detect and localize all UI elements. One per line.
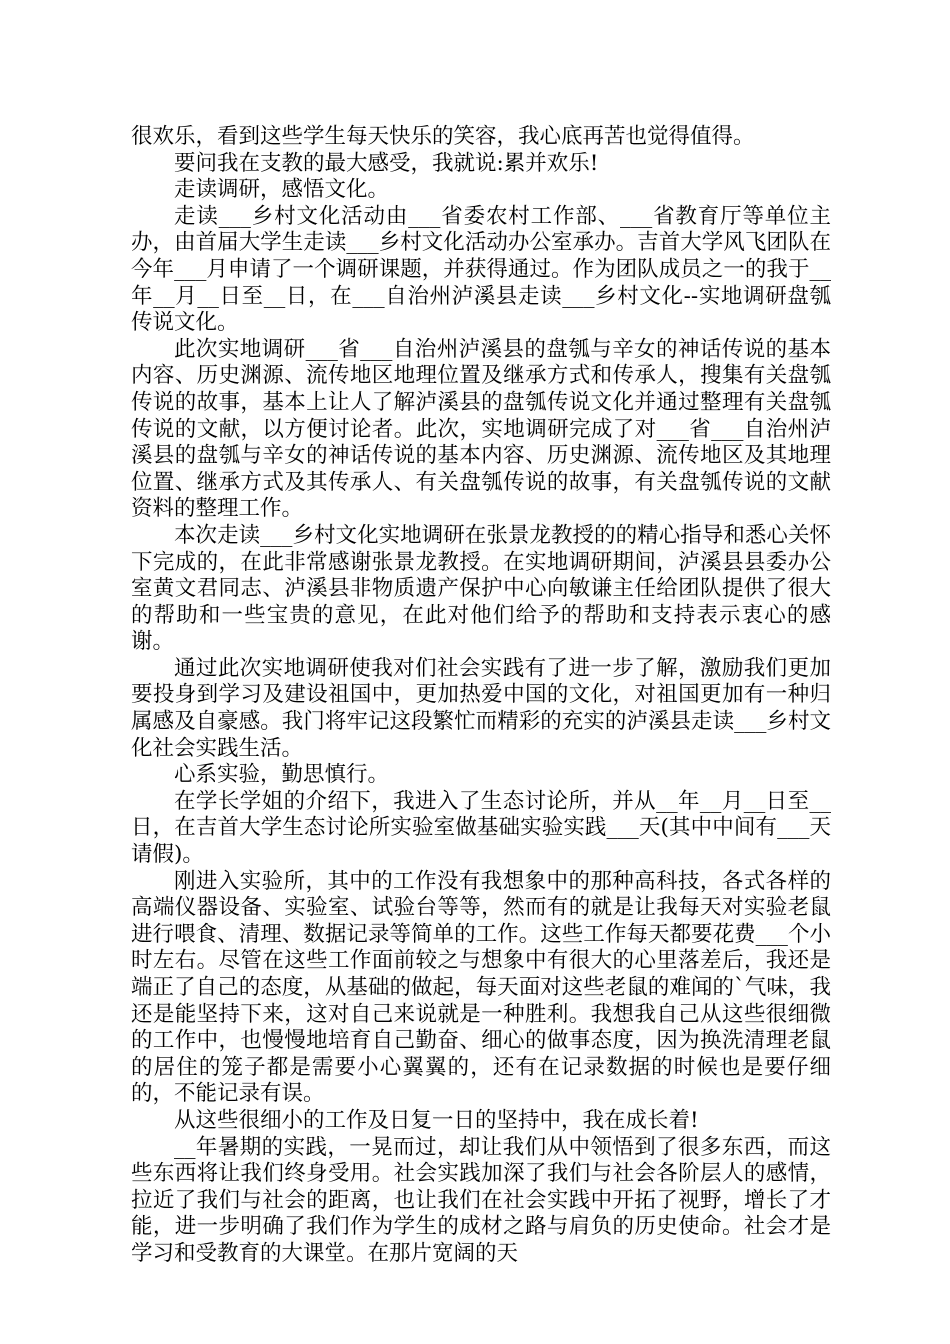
paragraph: 走读___乡村文化活动由___省委农村工作部、___省教育厅等单位主办，由首届大学生走读___乡村文化活动办公室承办。吉首大学风飞团队在今年___月申请了一个调研课题，并获得通过。作为团队成员之一的我于__年__月__日至__日，在___自治州泸溪县走读___乡村文化--实地调研盘瓠传说文化。: [131, 203, 831, 336]
paragraph: 从这些很细小的工作及日复一日的坚持中，我在成长着!: [174, 1107, 699, 1133]
paragraph: 通过此次实地调研使我对们社会实践有了进一步了解，激励我们更加要投身到学习及建设祖国中，更加热爱中国的文化，对祖国更加有一种归属感及自豪感。我门将牢记这段繁忙而精彩的充实的泸溪县走读___乡村文化社会实践生活。: [131, 655, 831, 761]
paragraph: 刚进入实验所，其中的工作没有我想象中的那种高科技，各式各样的高端仪器设备、实验室、试验台等等，然而有的就是让我每天对实验老鼠进行喂食、清理、数据记录等简单的工作。这些工作每天都要花费___个小时左右。尽管在这些工作面前较之与想象中有很大的心里落差后，我还是端正了自己的态度，从基础的做起，每天面对这些老鼠的难闻的`气味，我还是能坚持下来，这对自己来说就是一种胜利。我想我自己从这些很细微的工作中，也慢慢地培育自己勤奋、细心的做事态度，因为换洗清理老鼠的居住的笼子都是需要小心翼翼的，还有在记录数据的时候也是要仔细的，不能记录有误。: [131, 868, 831, 1107]
paragraph-continued: 很欢乐，看到这些学生每天快乐的笑容，我心底再苦也觉得值得。: [131, 124, 755, 149]
section-heading: 走读调研，感悟文化。: [174, 177, 390, 203]
document-body: [131, 124, 831, 1268]
section-heading: 心系实验，勤思慎行。: [174, 762, 390, 788]
paragraph: 本次走读___乡村文化实地调研在张景龙教授的的精心指导和悉心关怀下完成的，在此非常感谢张景龙教授。在实地调研期间，泸溪县县委办公室黄文君同志、泸溪县非物质遗产保护中心向敏谦主任给团队提供了很大的帮助和一些宝贵的意见，在此对他们给予的帮助和支持表示衷心的感谢。: [131, 522, 831, 655]
paragraph: __年暑期的实践，一晃而过，却让我们从中领悟到了很多东西，而这些东西将让我们终身受用。社会实践加深了我们与社会各阶层人的感情，拉近了我们与社会的距离，也让我们在社会实践中开拓了视野，增长了才能，进一步明确了我们作为学生的成材之路与肩负的历史使命。社会才是学习和受教育的大课堂。在那片宽阔的天: [131, 1134, 831, 1266]
paragraph: 在学长学姐的介绍下，我进入了生态讨论所，并从__年__月__日至__日，在吉首大学生态讨论所实验室做基础实验实践___天(其中中间有___天请假)。: [131, 788, 831, 868]
paragraph: 要问我在支教的最大感受，我就说:累并欢乐!: [174, 150, 599, 176]
paragraph: 此次实地调研___省___自治州泸溪县的盘瓠与辛女的神话传说的基本内容、历史渊源、流传地区地理位置及继承方式和传承人，搜集有关盘瓠传说的故事，基本上让人了解泸溪县的盘瓠传说文化并通过整理有关盘瓠传说的文献，以方便讨论者。此次，实地调研完成了对___省___自治州泸溪县的盘瓠与辛女的神话传说的基本内容、历史渊源、流传地区及其地理位置、继承方式及其传承人、有关盘瓠传说的故事，有关盘瓠传说的文献资料的整理工作。: [131, 336, 831, 522]
